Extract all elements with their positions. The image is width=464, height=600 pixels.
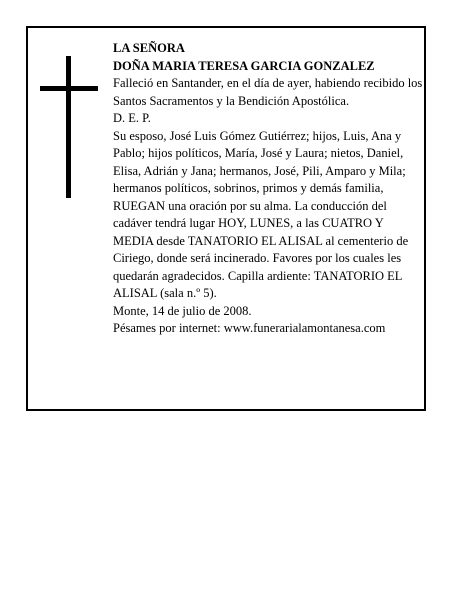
latin-cross-icon	[40, 56, 98, 198]
condolences-line: Pésames por internet: www.funerarialamontanesa.com	[113, 321, 386, 335]
cross-vertical-bar	[66, 56, 71, 198]
obituary-notice	[26, 26, 426, 411]
funeral-request: RUEGAN una oración por su alma. La conducción del cadáver tendrá lugar HOY, LUNES, a las CUATRO Y MEDIA desde TANATORIO EL ALISAL al cementerio de Ciriego, donde será incinerado. Favores por los cuales les quedarán agradecidos. Capilla ardiente: TANATORIO EL ALISAL (sala n.º 5).	[113, 198, 409, 300]
cross-horizontal-bar	[40, 86, 98, 91]
family-list: Su esposo, José Luis Gómez Gutiérrez; hijos, Luis, Ana y Pablo; hijos políticos, María, José y Laura; nietos, Daniel, Elisa, Adrián y Jana; hermanos, José, Pili, Amparo y Mila; hermanos políticos, sobrinos, primos y demás familia,	[113, 128, 406, 195]
notice-body	[113, 40, 425, 338]
death-announcement: Falleció en Santander, en el día de ayer, habiendo recibido los Santos Sacramentos y la Bendición Apostólica.	[113, 76, 423, 108]
place-date: Monte, 14 de julio de 2008.	[113, 303, 252, 318]
rip-line: D. E. P.	[113, 111, 151, 125]
notice-title: LA SEÑORA	[113, 41, 185, 55]
deceased-name: DOÑA MARIA TERESA GARCIA GONZALEZ	[113, 58, 375, 73]
